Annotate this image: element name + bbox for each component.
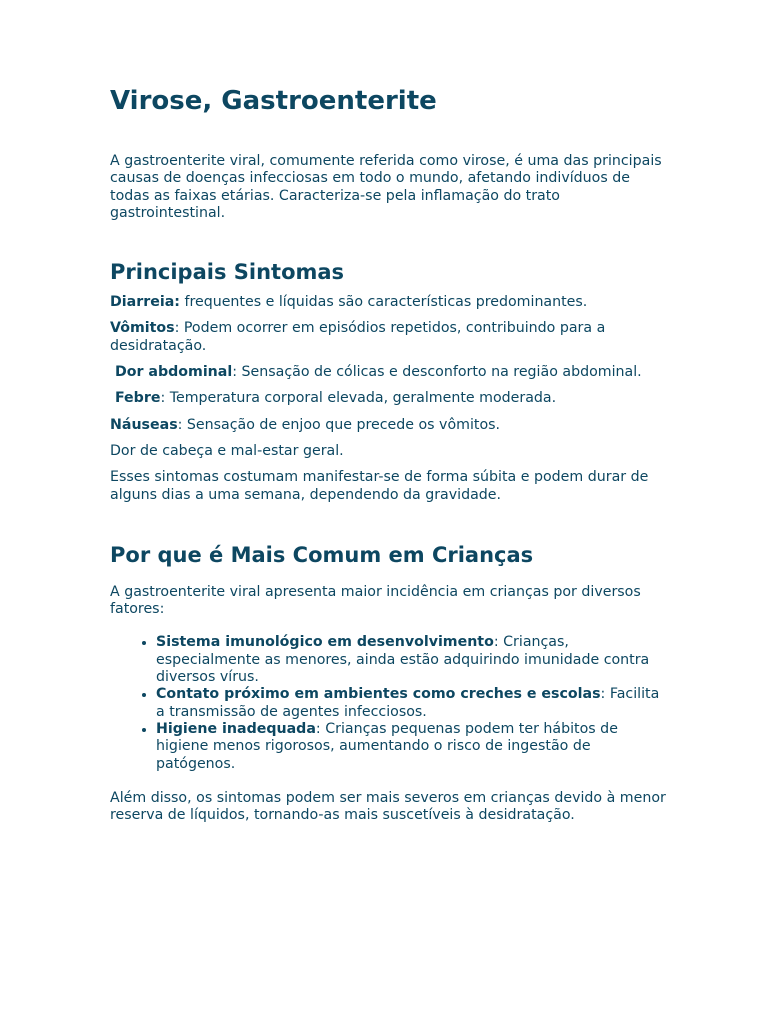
symptoms-summary: Esses sintomas costumam manifestar-se de forma súbita e podem durar de alguns dias a uma semana, dependendo da gravidade. [110,469,649,503]
factor-item-higiene [156,721,670,773]
factor-item-sistema-imunologico [156,634,670,686]
factor-text: : Facilita a transmissão de agentes infecciosos. [156,686,660,720]
factor-text: : Crianças, especialmente as menores, ainda estão adquirindo imunidade contra diversos vírus. [156,634,650,686]
factor-label: Sistema imunológico em desenvolvimento [156,634,494,651]
symptom-text: : Temperatura corporal elevada, geralmente moderada. [160,390,557,407]
closing-paragraph: Além disso, os sintomas podem ser mais severos em crianças devido à menor reserva de líquidos, tornando-as mais suscetíveis à desidratação. [110,789,666,824]
symptom-item-vomitos [110,320,670,355]
symptom-item-dor-abdominal [110,364,670,381]
factor-label: Higiene inadequada [156,720,316,737]
factors-list [110,634,670,772]
symptom-label: Dor abdominal [110,364,233,381]
children-heading: Por que é Mais Comum em Crianças [110,542,534,567]
intro-paragraph: A gastroenterite viral, comumente referida como virose, é uma das principais causas de doenças infecciosas em todo o mundo, afetando indivíduos de todas as faixas etárias. Caracteriza-se pela inflamação do trato gastrointestinal. [110,153,662,221]
symptom-text: frequentes e líquidas são características predominantes. [179,294,588,311]
symptom-label: Vômitos [110,320,175,337]
document-content [110,84,670,824]
symptom-item-dor-cabeca: Dor de cabeça e mal-estar geral. [110,442,344,459]
factor-item-contato-proximo [156,686,670,721]
symptom-label: Náuseas [110,416,178,433]
symptoms-heading: Principais Sintomas [110,260,345,285]
factor-label: Contato próximo em ambientes como creches e escolas [156,686,601,703]
symptom-text: : Podem ocorrer em episódios repetidos, contribuindo para a desidratação. [110,320,606,354]
symptom-item-diarreia [110,294,670,311]
symptom-item-nauseas [110,417,670,434]
symptom-item-febre [110,390,670,407]
children-lead-paragraph: A gastroenterite viral apresenta maior incidência em crianças por diversos fatores: [110,583,641,618]
page-title: Virose, Gastroenterite [110,86,437,116]
symptom-text: : Sensação de cólicas e desconforto na região abdominal. [232,364,642,381]
factor-text: : Crianças pequenas podem ter hábitos de higiene menos rigorosos, aumentando o risco de ingestão de patógenos. [156,720,618,772]
symptom-label: Diarreia: [110,294,180,311]
symptom-text: : Sensação de enjoo que precede os vômitos. [177,416,501,433]
symptom-label: Febre [110,390,161,407]
